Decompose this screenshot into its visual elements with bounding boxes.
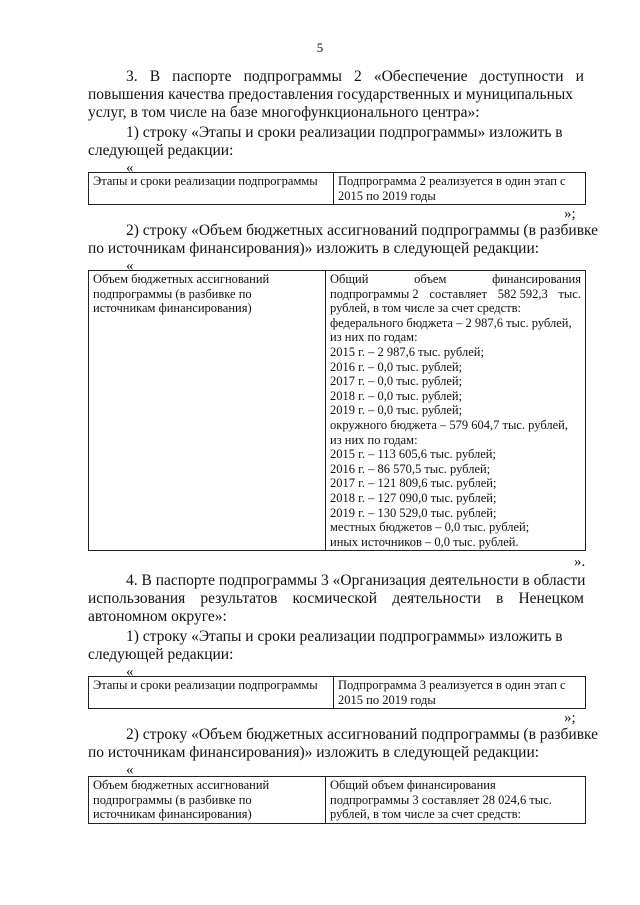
section-3-item-2 <box>88 222 599 258</box>
section-4-heading-line-2 <box>88 590 584 608</box>
close-quote: ». <box>574 554 586 570</box>
table-cell-value <box>326 777 586 824</box>
section-4-item-1 <box>88 628 584 664</box>
cell-line: 2016 г. – 0,0 тыс. рублей; <box>330 359 463 374</box>
section-3-item-2-line-2: по источникам финансирования)» изложить в следующей редакции: <box>88 240 540 257</box>
word: паспорте <box>172 68 232 85</box>
open-quote: « <box>126 762 134 778</box>
cell-line: 2016 г. – 86 570,5 тыс. рублей; <box>330 461 491 476</box>
cell-line: 2019 г. – 0,0 тыс. рублей; <box>330 403 463 418</box>
cell-line: подпрограммы (в разбивке по <box>93 286 252 301</box>
word: использования <box>88 590 186 607</box>
section-4-item-1-line-1: 1) строку «Этапы и сроки реализации подпрограммы» изложить в <box>126 628 563 645</box>
section-3-item-1-line-2: следующей редакции: <box>88 142 234 159</box>
table-row <box>89 173 586 205</box>
budget-table-sub2 <box>88 270 586 551</box>
cell-line: подпрограммы (в разбивке по <box>93 792 252 807</box>
table-cell-label <box>89 777 326 824</box>
word: 2 <box>353 68 362 85</box>
cell-line: местных бюджетов – 0,0 тыс. рублей; <box>330 520 530 535</box>
section-4-item-2 <box>88 726 599 762</box>
word: объем <box>414 272 447 286</box>
word: «Обеспечение <box>373 68 468 85</box>
word: подпрограммы 2 <box>330 286 419 301</box>
cell-line: 2017 г. – 121 809,6 тыс. рублей; <box>330 476 497 491</box>
word: космической <box>292 590 378 607</box>
section-3-item-1-line-1: 1) строку «Этапы и сроки реализации подпрограммы» изложить в <box>126 124 563 141</box>
section-4-heading-line-3: автономном округе»: <box>88 608 227 625</box>
word: В <box>149 68 161 85</box>
section-3-heading-line-1 <box>88 68 584 86</box>
cell-line: Подпрограмма 3 реализуется в один этап с <box>338 678 566 692</box>
word: доступности <box>479 68 564 85</box>
word: финансирования <box>492 272 581 286</box>
cell-line: рублей, в том числе за счет средств: <box>330 301 522 316</box>
stages-table-sub2 <box>88 172 586 205</box>
word: деятельности <box>392 590 481 607</box>
section-4-heading <box>88 572 584 626</box>
cell-line: иных источников – 0,0 тыс. рублей. <box>330 534 519 549</box>
word: в <box>496 590 504 607</box>
cell-line: Подпрограмма 2 реализуется в один этап с <box>338 174 566 188</box>
table-cell-value <box>326 271 586 551</box>
cell-line: окружного бюджета – 579 604,7 тыс. рублей, <box>330 417 568 432</box>
cell-line: 2015 г. – 113 605,6 тыс. рублей; <box>330 447 496 462</box>
cell-line: Объем бюджетных ассигнований <box>93 272 270 286</box>
cell-line: 2015 по 2019 годы <box>338 188 436 203</box>
close-quote: »; <box>564 710 576 726</box>
section-4-item-1-line-2: следующей редакции: <box>88 646 234 663</box>
word: Общий <box>330 272 369 286</box>
table-cell-label <box>89 271 326 551</box>
table-row <box>89 677 586 709</box>
cell-line: 2015 по 2019 годы <box>338 692 436 707</box>
close-quote: »; <box>564 206 576 222</box>
word: 3. <box>126 68 138 85</box>
cell-line: 2018 г. – 127 090,0 тыс. рублей; <box>330 490 497 505</box>
word: Ненецком <box>518 590 584 607</box>
open-quote: « <box>126 258 134 274</box>
cell-line: Объем бюджетных ассигнований <box>93 778 270 792</box>
cell-line: рублей, в том числе за счет средств: <box>330 807 522 822</box>
word: результатов <box>200 590 278 607</box>
cell-line: 2015 г. – 2 987,6 тыс. рублей; <box>330 344 484 359</box>
budget-table-sub3 <box>88 776 586 824</box>
section-3-item-1 <box>88 124 584 160</box>
section-3-heading <box>88 68 584 122</box>
cell-line: 2017 г. – 0,0 тыс. рублей; <box>330 374 463 389</box>
stages-table-sub3 <box>88 676 586 709</box>
table-cell-value <box>334 677 586 709</box>
cell-line-justified <box>330 272 581 287</box>
word: тыс. <box>558 286 581 301</box>
cell-line: 2019 г. – 130 529,0 тыс. рублей; <box>330 505 497 520</box>
word: подпрограммы <box>243 68 342 85</box>
word: 582 592,3 <box>497 286 548 301</box>
table-cell-label: Этапы и сроки реализации подпрограммы <box>89 677 334 709</box>
cell-line: подпрограммы 3 составляет 28 024,6 тыс. <box>330 792 552 807</box>
table-cell-label: Этапы и сроки реализации подпрограммы <box>89 173 334 205</box>
table-row <box>89 271 586 551</box>
word: составляет <box>429 286 487 301</box>
table-cell-value <box>334 173 586 205</box>
section-4-item-2-line-1: 2) строку «Объем бюджетных ассигнований подпрограммы (в разбивке <box>126 726 599 743</box>
cell-line: Общий объем финансирования <box>330 778 496 792</box>
cell-line: 2018 г. – 0,0 тыс. рублей; <box>330 388 463 403</box>
cell-line: источникам финансирования) <box>93 807 252 822</box>
cell-line: источникам финансирования) <box>93 301 252 316</box>
open-quote: « <box>126 160 134 176</box>
page-number: 5 <box>316 40 324 55</box>
cell-line: из них по годам: <box>330 330 418 345</box>
cell-line-justified <box>330 287 581 302</box>
section-4-item-2-line-2: по источникам финансирования)» изложить в следующей редакции: <box>88 744 540 761</box>
cell-line: федерального бюджета – 2 987,6 тыс. рублей, <box>330 315 572 330</box>
word: и <box>575 68 584 85</box>
cell-line: из них по годам: <box>330 432 418 447</box>
open-quote: « <box>126 664 134 680</box>
section-3-heading-line-3: услуг, в том числе на базе многофункционального центра»: <box>88 104 480 121</box>
section-3-item-2-line-1: 2) строку «Объем бюджетных ассигнований подпрограммы (в разбивке <box>126 222 599 239</box>
section-4-heading-line-1: 4. В паспорте подпрограммы 3 «Организация деятельности в области <box>126 572 586 589</box>
table-row <box>89 777 586 824</box>
section-3-heading-line-2: повышения качества предоставления государственных и муниципальных <box>88 86 574 103</box>
